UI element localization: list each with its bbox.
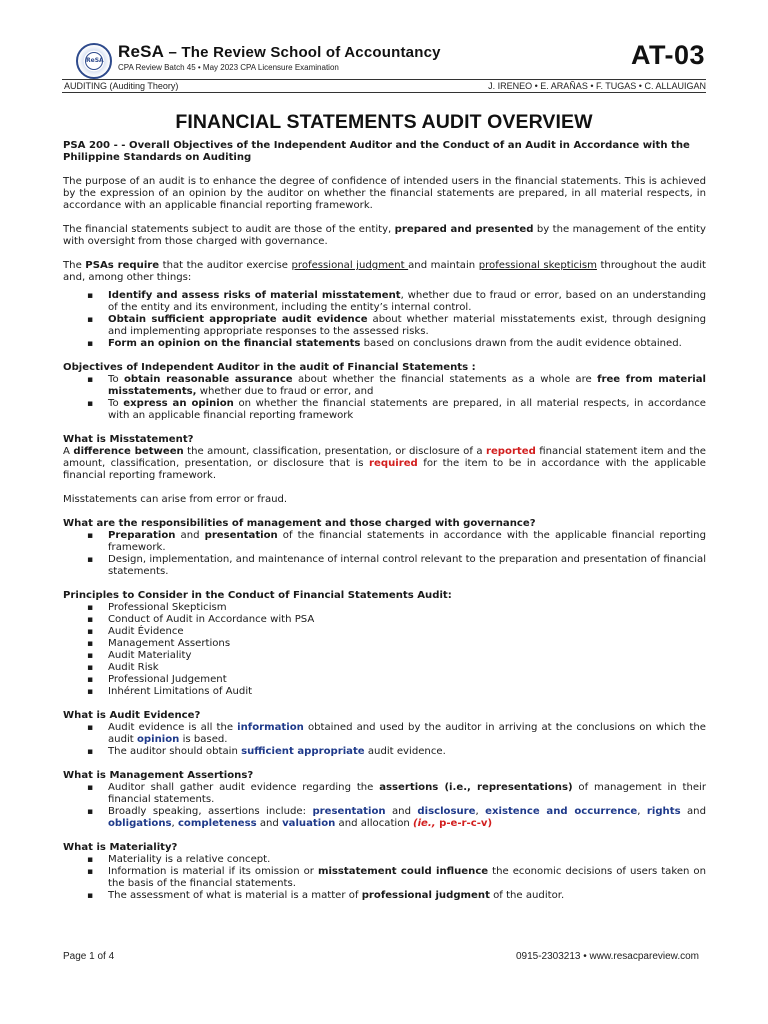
misstatement-heading: What is Misstatement? bbox=[63, 434, 194, 445]
header-top-rule bbox=[62, 79, 706, 80]
list-item: ▪ Conduct of Audit in Accordance with PSA bbox=[63, 614, 706, 626]
resa-logo bbox=[76, 43, 112, 79]
misstatement-definition: A difference between the amount, classification, presentation, or disclosure of a reported financial statement item and the amount, classification, presentation, or disclosure that is required for the item to be in accordance with the applicable financial reporting framework. bbox=[63, 446, 707, 481]
list-item: ▪ Obtain sufficient appropriate audit evidence about whether material misstatements exist, through designing and implementing appropriate responses to the assessed risks. bbox=[63, 314, 706, 338]
assertions-list bbox=[63, 782, 706, 830]
psa-heading: PSA 200 - - Overall Objectives of the Independent Auditor and the Conduct of an Audit in Accordance with the Philippine Standards on Auditing bbox=[63, 140, 690, 163]
logo-mark: ReSA bbox=[85, 52, 103, 70]
list-item: ▪ To express an opinion on whether the financial statements are prepared, in all material respects, in accordance with an applicable financial reporting framework bbox=[63, 398, 706, 422]
list-item: ▪ Information is material if its omission or misstatement could influence the economic decisions of users taken on the basis of the financial statements. bbox=[63, 866, 706, 890]
list-item: ▪ To obtain reasonable assurance about whether the financial statements as a whole are free from material misstatements, whether due to fraud or error, and bbox=[63, 374, 706, 398]
batch-info: CPA Review Batch 45 • May 2023 CPA Licensure Examination bbox=[118, 63, 339, 72]
responsibilities-list bbox=[63, 530, 706, 578]
misstatement-sources: Misstatements can arise from error or fraud. bbox=[63, 494, 288, 505]
list-item: ▪ Audit Risk bbox=[63, 662, 706, 674]
psa-paragraph-2: The financial statements subject to audit are those of the entity, prepared and presented by the management of the entity with oversight from those charged with governance. bbox=[63, 224, 706, 247]
list-item: ▪ Professional Skepticism bbox=[63, 602, 706, 614]
materiality-heading: What is Materiality? bbox=[63, 842, 178, 853]
list-item: ▪ Materiality is a relative concept. bbox=[63, 854, 706, 866]
assertions-heading: What is Management Assertions? bbox=[63, 770, 254, 781]
header-bottom-rule bbox=[62, 92, 706, 93]
document-code: AT-03 bbox=[630, 40, 705, 70]
document-body bbox=[63, 140, 706, 902]
list-item: ▪ Form an opinion on the financial statements based on conclusions drawn from the audit evidence obtained. bbox=[63, 338, 706, 350]
subject-label: AUDITING (Auditing Theory) bbox=[64, 81, 179, 91]
contact-info: 0915-2303213 • www.resacpareview.com bbox=[515, 951, 699, 962]
authors-label: J. IRENEO • E. ARAÑAS • F. TUGAS • C. ALLAUIGAN bbox=[488, 81, 706, 91]
list-item: ▪ Audit Évidence bbox=[63, 626, 706, 638]
page-number: Page 1 of 4 bbox=[63, 951, 115, 962]
list-item: ▪ The auditor should obtain sufficient appropriate audit evidence. bbox=[63, 746, 706, 758]
list-item: ▪ Auditor shall gather audit evidence regarding the assertions (i.e., representations) of management in their financial statements. bbox=[63, 782, 706, 806]
school-name bbox=[118, 42, 441, 62]
objectives-heading: Objectives of Independent Auditor in the audit of Financial Statements : bbox=[63, 362, 476, 373]
list-item: ▪ Inhérent Limitations of Audit bbox=[63, 686, 706, 698]
list-item: ▪ Identify and assess risks of material misstatement, whether due to fraud or error, based on an understanding of the entity and its environment, including the entity’s internal control. bbox=[63, 290, 706, 314]
page-title: FINANCIAL STATEMENTS AUDIT OVERVIEW bbox=[175, 111, 593, 133]
materiality-list bbox=[63, 854, 706, 902]
list-item: ▪ Audit Materiality bbox=[63, 650, 706, 662]
school-name-text: – The Review School of Accountancy bbox=[164, 44, 441, 61]
list-item: ▪ The assessment of what is material is a matter of professional judgment of the auditor. bbox=[63, 890, 706, 902]
psa-bullets bbox=[63, 290, 706, 350]
responsibilities-heading: What are the responsibilities of management and those charged with governance? bbox=[63, 518, 536, 529]
principles-list bbox=[63, 602, 706, 698]
psa-paragraph-3: The PSAs require that the auditor exercise professional judgment and maintain professional skepticism throughout the audit and, among other things: bbox=[63, 260, 707, 283]
list-item: ▪ Design, implementation, and maintenance of internal control relevant to the preparation and presentation of financial statements. bbox=[63, 554, 706, 578]
list-item: ▪ Professional Judgement bbox=[63, 674, 706, 686]
principles-heading: Principles to Consider in the Conduct of Financial Statements Audit: bbox=[63, 590, 452, 601]
list-item: ▪ Broadly speaking, assertions include: presentation and disclosure, existence and occurrence, rights and obligations, completeness and valuation and allocation (ie., p-e-r-c-v) bbox=[63, 806, 706, 830]
evidence-heading: What is Audit Evidence? bbox=[63, 710, 201, 721]
objectives-list bbox=[63, 374, 706, 422]
evidence-list bbox=[63, 722, 706, 758]
list-item: ▪ Preparation and presentation of the financial statements in accordance with the applicable financial reporting framework. bbox=[63, 530, 706, 554]
school-brand: ReSA bbox=[118, 42, 165, 61]
list-item: ▪ Audit evidence is all the information obtained and used by the auditor in arriving at the conclusions on which the audit opinion is based. bbox=[63, 722, 706, 746]
list-item: ▪ Management Assertions bbox=[63, 638, 706, 650]
psa-paragraph-1: The purpose of an audit is to enhance the degree of confidence of intended users in the financial statements. This is achieved by the expression of an opinion by the auditor on whether the financial statements are prepared, in all material respects, in accordance with an applicable financial reporting framework. bbox=[63, 176, 706, 211]
